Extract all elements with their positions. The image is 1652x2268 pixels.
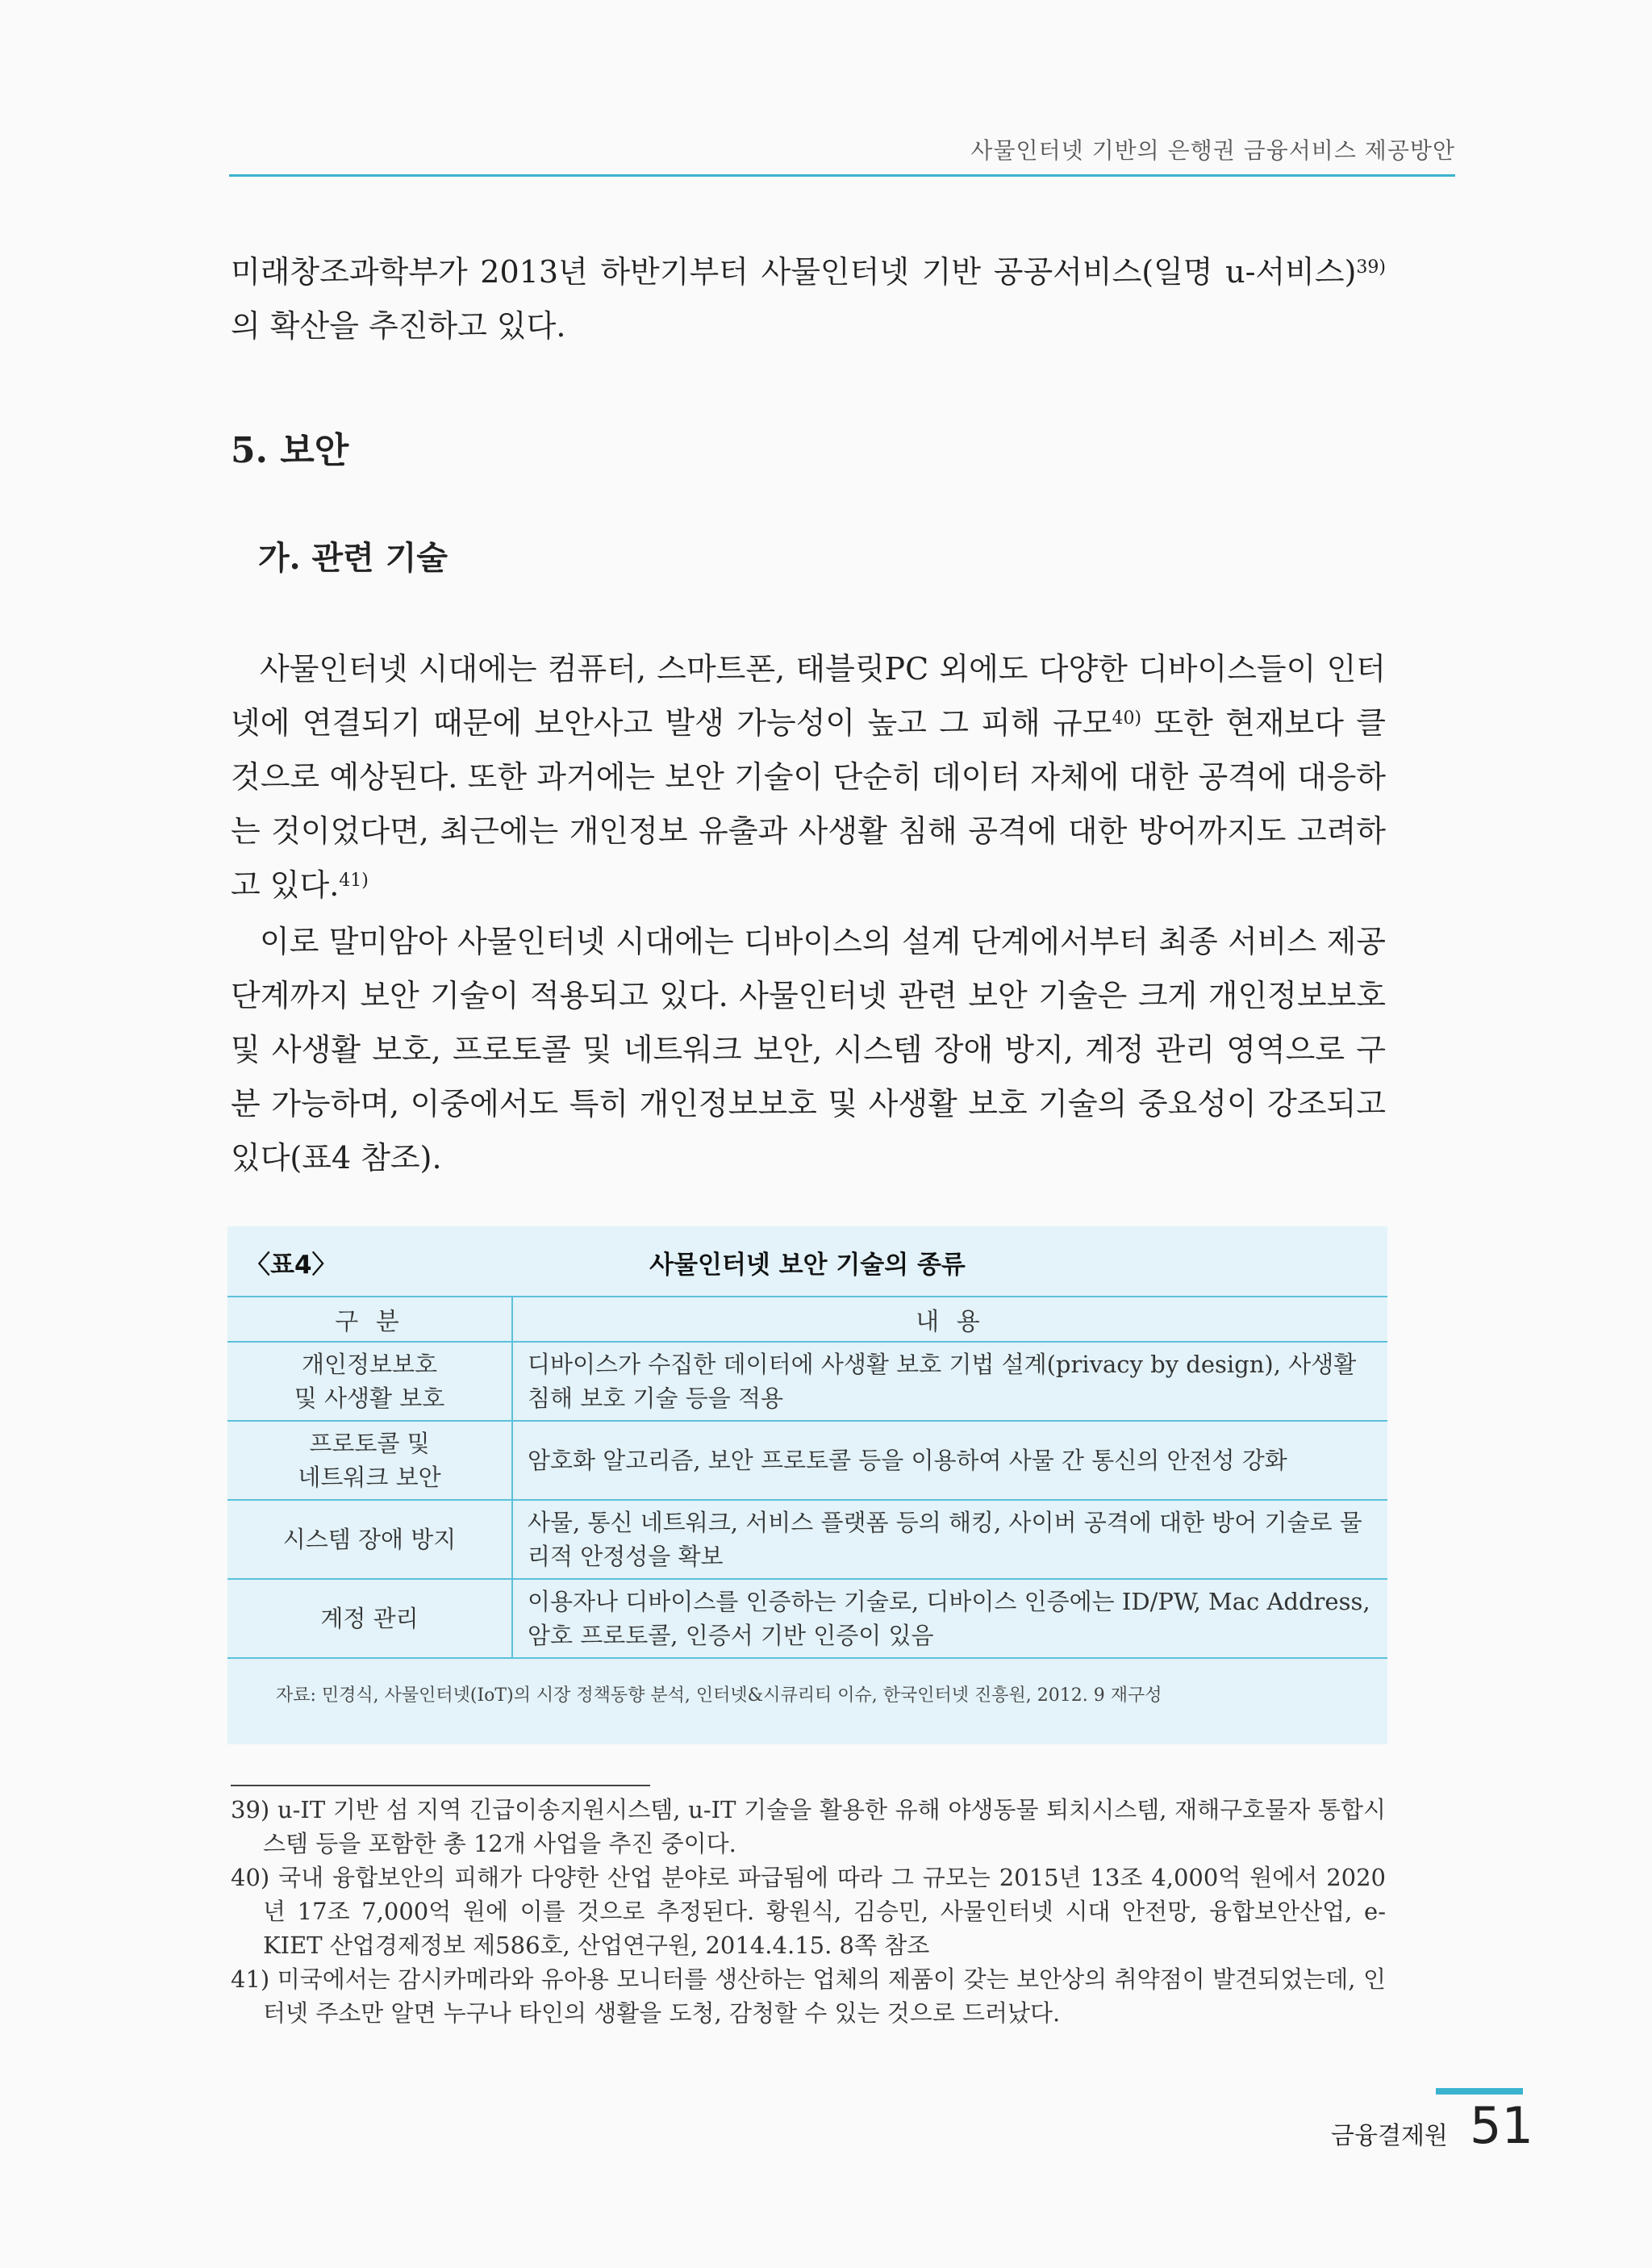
category-cell — [227, 1421, 512, 1500]
content-cell: 암호화 알고리즘, 보안 프로토콜 등을 이용하여 사물 간 통신의 안전성 강화 — [512, 1421, 1387, 1500]
category-line: 네트워크 보안 — [298, 1464, 441, 1491]
table-caption: 〈표4〉 — [245, 1251, 337, 1280]
security-tech-table — [227, 1296, 1387, 1659]
header-content: 내 용 — [512, 1297, 1387, 1342]
category-line: 및 사생활 보호 — [294, 1385, 445, 1412]
category-cell — [227, 1500, 512, 1579]
footer-organization: 금융결제원 — [1331, 2122, 1448, 2150]
header-rule — [229, 174, 1455, 177]
content-cell: 디바이스가 수집한 데이터에 사생활 보호 기법 설계(privacy by design), 사생활침해 보호 기술 등을 적용 — [512, 1342, 1387, 1421]
table-row — [227, 1342, 1387, 1421]
intro-text-1: 미래창조과학부가 2013년 하반기부터 사물인터넷 기반 공공서비스(일명 u-서비스) — [231, 254, 1357, 290]
footer-accent-bar — [1436, 2088, 1523, 2095]
footnote-text: 미국에서는 감시카메라와 유아용 모니터를 생산하는 업체의 제품이 갖는 보안상의 취약점이 발견되었는데, 인터넷 주소만 알면 누구나 타인의 생활을 도청, 감청할 수 있는 것으로 드러났다. — [263, 1965, 1386, 2027]
para1-text-2: 또한 현재보다 클 것으로 예상된다. 또한 과거에는 보안 기술이 단순히 데이터 자체에 대한 공격에 대응하는 것이었다면, 최근에는 개인정보 유출과 사생활 침해 공격에 대한 방어까지도 고려하고 있다. — [231, 705, 1386, 903]
paragraph-2: 이로 말미암아 사물인터넷 시대에는 디바이스의 설계 단계에서부터 최종 서비스 제공 단계까지 보안 기술이 적용되고 있다. 사물인터넷 관련 보안 기술은 크게 개인정보보호 및 사생활 보호, 프로토콜 및 네트워크 보안, 시스템 장애 방지, 계정 관리 영역으로 구분 가능하며, 이중에서도 특히 개인정보보호 및 사생활 보호 기술의 중요성이 강조되고 있다(표4 참조). — [231, 924, 1386, 1176]
content-cell: 사물, 통신 네트워크, 서비스 플랫폼 등의 해킹, 사이버 공격에 대한 방어 기술로 물리적 안정성을 확보 — [512, 1500, 1387, 1579]
paragraph-1 — [231, 642, 1386, 913]
security-tech-table-box — [227, 1226, 1387, 1744]
footnote-number: 40) — [231, 1864, 270, 1891]
table-source: 자료: 민경식, 사물인터넷(IoT)의 시장 정책동향 분석, 인터넷&시큐리티 이슈, 한국인터넷 진흥원, 2012. 9 재구성 — [276, 1685, 1162, 1706]
footnote-number: 39) — [231, 1796, 270, 1823]
category-line: 시스템 장애 방지 — [282, 1526, 457, 1553]
page-number: 51 — [1470, 2096, 1533, 2155]
header-category: 구 분 — [227, 1297, 512, 1342]
footnote-rule — [231, 1785, 650, 1786]
category-cell — [227, 1579, 512, 1658]
intro-text-2: 의 확산을 추진하고 있다. — [231, 308, 566, 344]
section-title: 5. 보안 — [231, 430, 349, 471]
footnote-number: 41) — [231, 1965, 270, 1993]
footnotes — [231, 1793, 1386, 2030]
table-title: 사물인터넷 보안 기술의 종류 — [649, 1251, 966, 1280]
footnote-41 — [231, 1962, 1386, 2030]
category-line: 프로토콜 및 — [309, 1430, 430, 1457]
table-row — [227, 1579, 1387, 1658]
content-cell: 이용자나 디바이스를 인증하는 기술로, 디바이스 인증에는 ID/PW, Mac Address, 암호 프로토콜, 인증서 기반 인증이 있음 — [512, 1579, 1387, 1658]
footnote-ref-41[interactable]: 41) — [339, 871, 369, 891]
footnote-ref-40[interactable]: 40) — [1112, 708, 1142, 729]
table-row — [227, 1500, 1387, 1579]
table-header-row — [227, 1297, 1387, 1342]
footnote-39 — [231, 1793, 1386, 1861]
para1-text-1: 사물인터넷 시대에는 컴퓨터, 스마트폰, 태블릿PC 외에도 다양한 디바이스들이 인터넷에 연결되기 때문에 보안사고 발생 가능성이 높고 그 피해 규모 — [231, 651, 1386, 741]
subsection-title: 가. 관련 기술 — [258, 539, 448, 577]
table-row — [227, 1421, 1387, 1500]
category-cell — [227, 1342, 512, 1421]
footnote-text: u-IT 기반 섬 지역 긴급이송지원시스템, u-IT 기술을 활용한 유해 야생동물 퇴치시스템, 재해구호물자 통합시스템 등을 포함한 총 12개 사업을 추진 중이다. — [263, 1796, 1387, 1857]
intro-paragraph — [231, 245, 1386, 353]
footnote-ref-39[interactable]: 39) — [1356, 257, 1386, 278]
category-line: 계정 관리 — [320, 1605, 419, 1632]
running-title: 사물인터넷 기반의 은행권 금융서비스 제공방안 — [970, 137, 1455, 164]
category-line: 개인정보보호 — [301, 1351, 438, 1378]
footnote-40 — [231, 1861, 1386, 1962]
footnote-text: 국내 융합보안의 피해가 다양한 산업 분야로 파급됨에 따라 그 규모는 2015년 13조 4,000억 원에서 2020년 17조 7,000억 원에 이를 것으로 추정된다. 황원식, 김승민, 사물인터넷 시대 안전망, 융합보안산업, e-KIET 산업경제정보 제586호, 산업연구원, 2014.4.15. 8쪽 참조 — [263, 1864, 1387, 1959]
